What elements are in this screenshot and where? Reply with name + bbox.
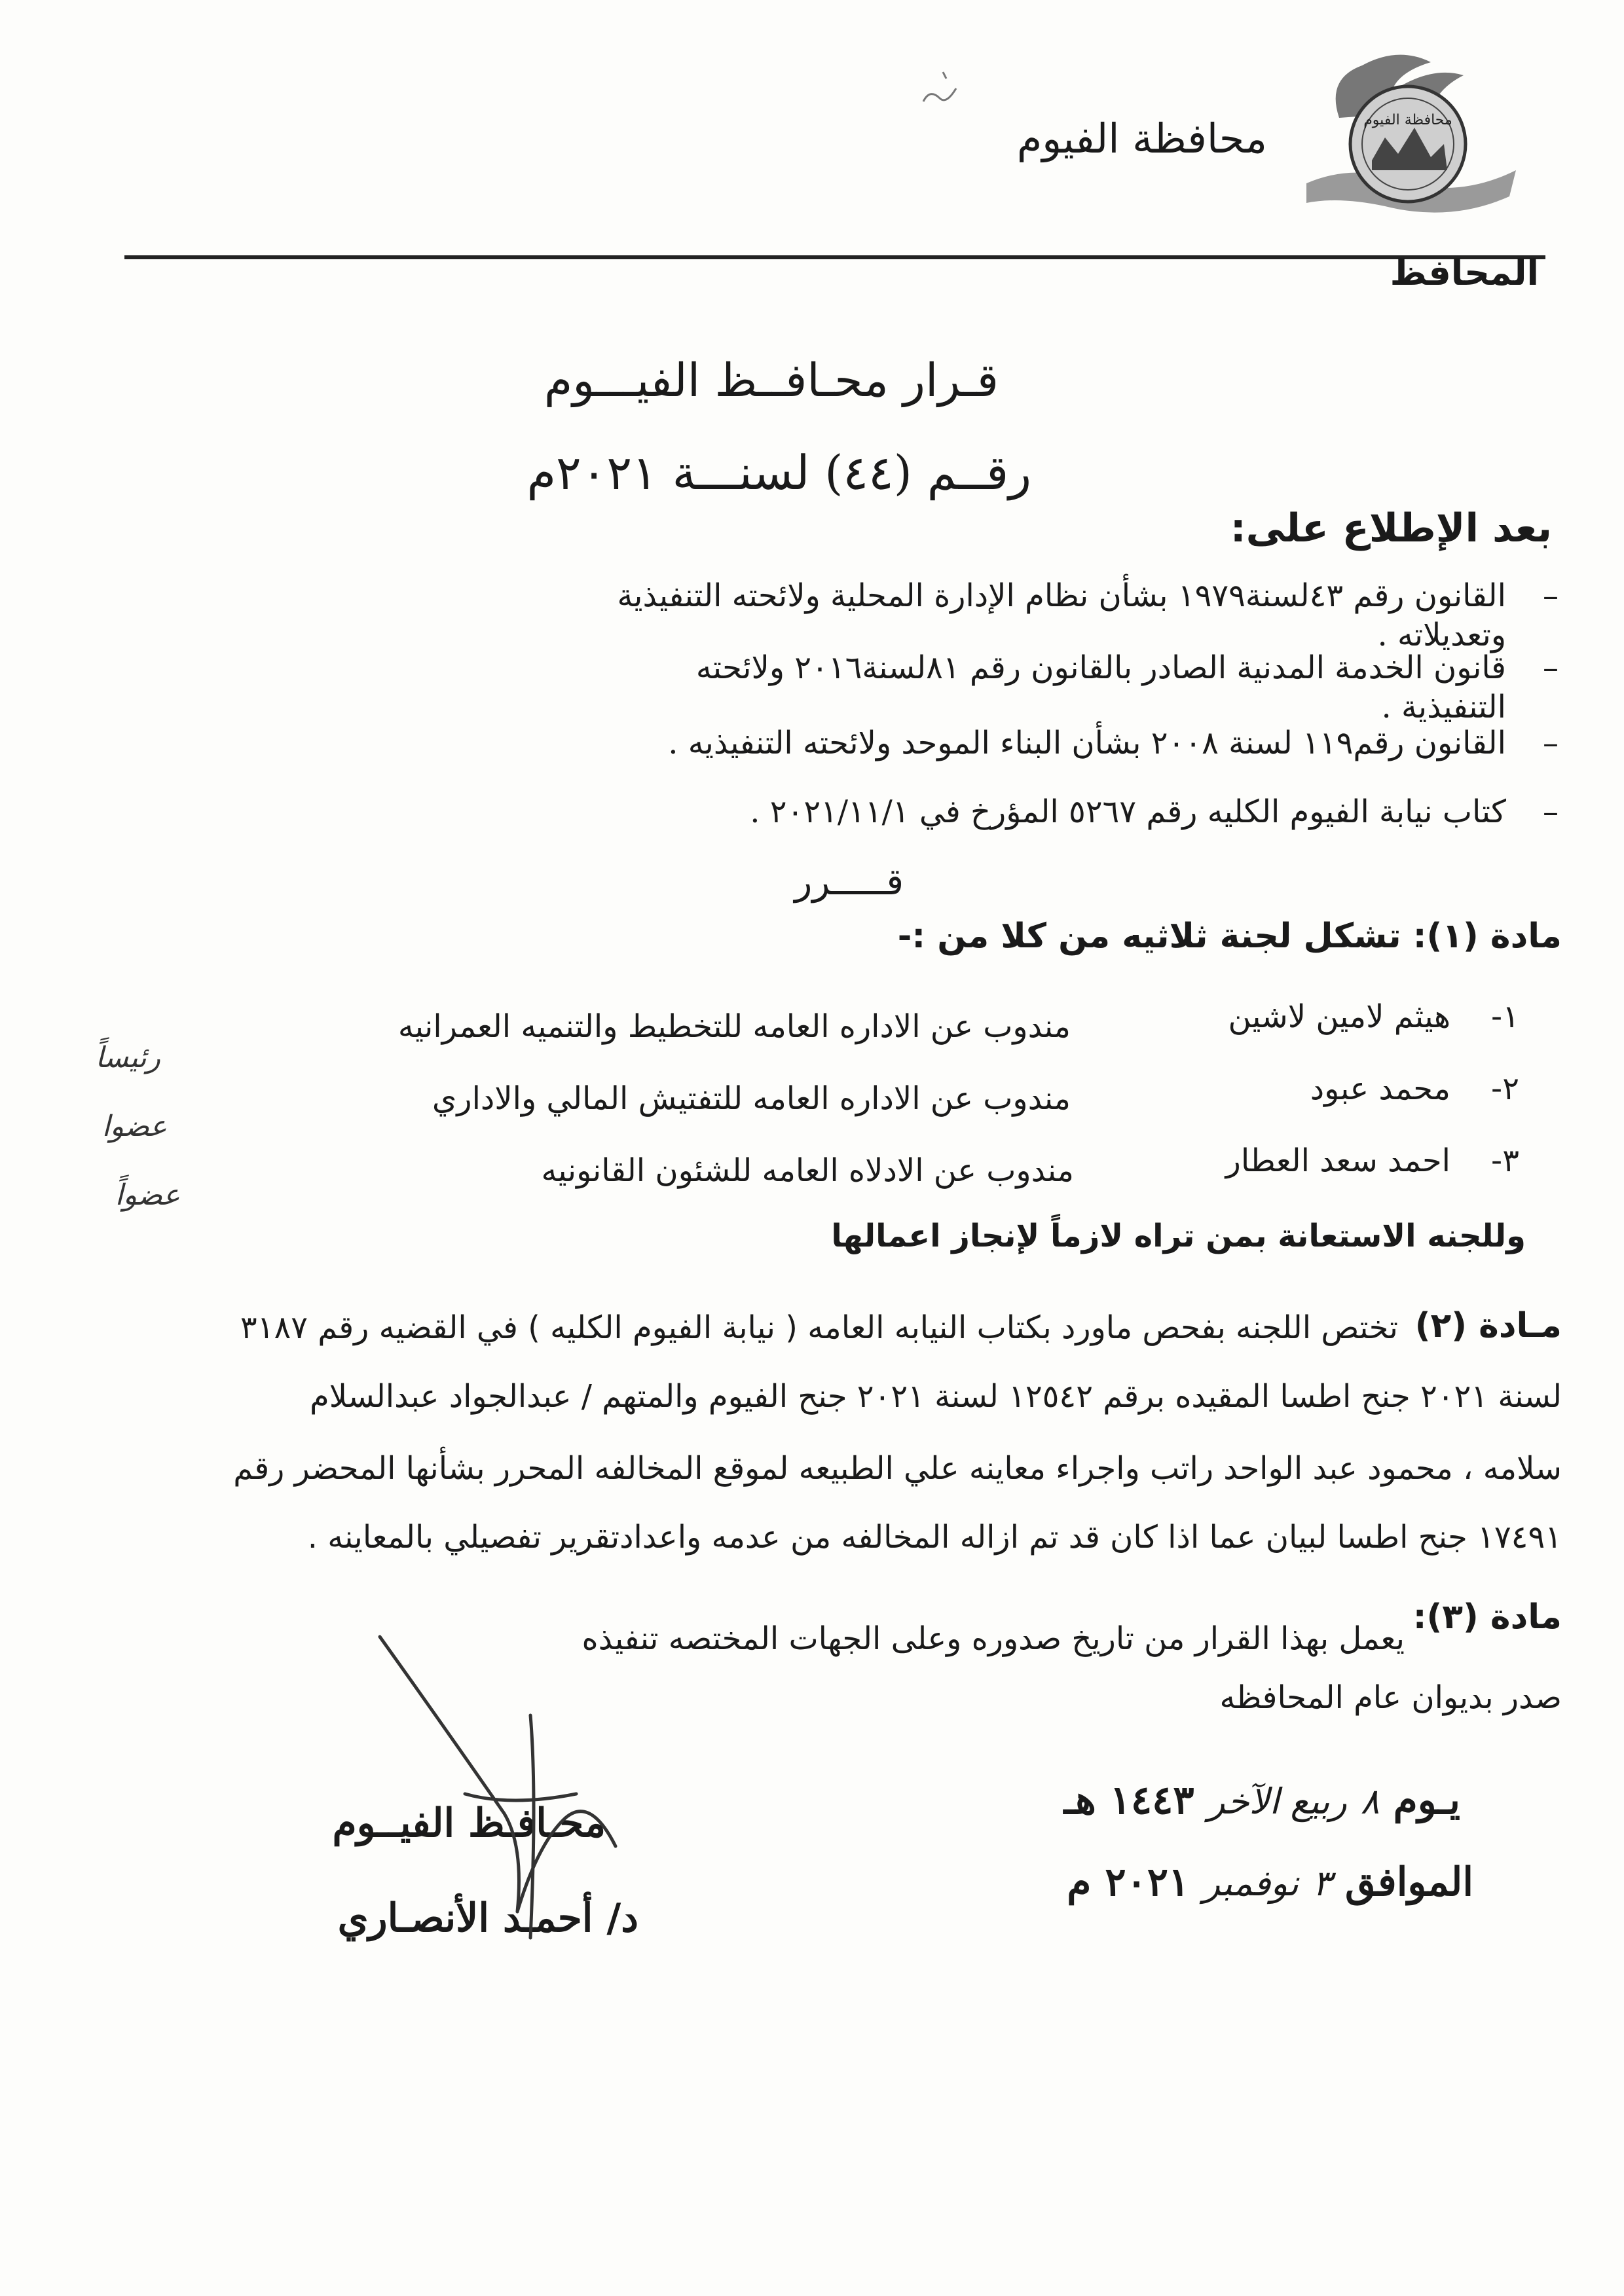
article-2-label: مـادة (٢) xyxy=(1414,1306,1562,1345)
member-index: ٢- xyxy=(1490,1070,1519,1107)
article-1 xyxy=(898,917,1562,956)
member-name: هيثم لامين لاشين xyxy=(1228,998,1450,1035)
member-name: محمد عبود xyxy=(1310,1070,1450,1107)
signatory-name: د/ أحمـد الأنصـاري xyxy=(337,1895,638,1941)
decision-title: قـرار محـافــظ الفيـــوم xyxy=(544,354,999,407)
hijri-day: ٨ xyxy=(1360,1781,1380,1822)
member-role: مندوب عن الاداره العامه للتفتيش المالي والاداري xyxy=(432,1080,1071,1117)
member-status: عضوا xyxy=(101,1110,167,1143)
decision-number: رقــم (٤٤) لسنـــة ٢٠٢١م xyxy=(526,445,1031,500)
hijri-month: ربيع الآخر xyxy=(1208,1781,1347,1822)
article-1-label: مادة (١): xyxy=(1412,917,1562,956)
header-divider xyxy=(124,255,1545,259)
member-role: مندوب عن الادلاه العامه للشئون القانونيه xyxy=(541,1152,1074,1189)
article-2-line: لسنة ٢٠٢١ جنح اطسا المقيده برقم ١٢٥٤٢ لسنة ٢٠٢١ جنح الفيوم والمتهم / عبدالجواد عبدالسلام xyxy=(309,1378,1562,1415)
governorate-emblem xyxy=(1300,39,1522,223)
hijri-year: ١٤٤٣ هـ xyxy=(1063,1777,1194,1823)
member-status: رئيساً xyxy=(95,1041,160,1074)
greg-day: ٣ xyxy=(1312,1863,1332,1904)
reference-item: – القانون رقم١١٩ لسنة ٢٠٠٨ بشأن البناء الموحد ولائحته التنفيذيه . xyxy=(668,725,1559,761)
article-2-line: سلامه ، محمود عبد الواحد راتب واجراء معاينه علي الطبيعه لموقع المخالفه المحرر بشأنها المحضر رقم xyxy=(233,1450,1562,1487)
stray-mark xyxy=(910,62,969,121)
member-status: عضواً xyxy=(115,1178,180,1212)
review-heading: بعد الإطلاع على: xyxy=(1230,505,1552,551)
reference-item: – كتاب نيابة الفيوم الكليه رقم ٥٢٦٧ المؤرخ في ٢٠٢١/١١/١ . xyxy=(750,793,1559,830)
greg-year: ٢٠٢١ م xyxy=(1067,1859,1190,1905)
issued-at: صدر بديوان عام المحافظه xyxy=(1219,1679,1562,1716)
signatory-title: محـافـظ الفيــوم xyxy=(332,1800,606,1846)
member-index: ١- xyxy=(1490,998,1519,1035)
member-index: ٣- xyxy=(1490,1142,1519,1179)
office-name: المحافظ xyxy=(1390,252,1539,293)
handwritten-signature xyxy=(367,1597,642,1964)
member-role: مندوب عن الاداره العامه للتخطيط والتنميه العمرانيه xyxy=(397,1008,1071,1045)
gregorian-date: الموافق ٣ نوفمبر ٢٠٢١ م xyxy=(1067,1859,1473,1905)
article-3-label: مادة (٣): xyxy=(1412,1597,1562,1637)
decided-label: قـــــرر xyxy=(794,861,904,903)
committee-note: وللجنه الاستعانة بمن تراه لازماً لإنجاز اعمالها xyxy=(831,1218,1526,1254)
article-3-text: يعمل بهذا القرار من تاريخ صدوره وعلى الجهات المختصه تنفيذه xyxy=(581,1620,1405,1657)
article-2-line: ١٧٤٩١ جنح اطسا لبيان عما اذا كان قد تم ازاله المخالفه من عدمه واعدادتقرير تفصيلي بالمعاينه . xyxy=(307,1519,1562,1556)
reference-item: – قانون الخدمة المدنية الصادر بالقانون رقم ٨١لسنة٢٠١٦ ولائحته التنفيذية . xyxy=(695,649,1559,725)
emblem-text: محافظة الفيوم xyxy=(1363,112,1452,128)
governorate-name: محافظة الفيوم xyxy=(1016,115,1267,162)
article-2-line: تختص اللجنه بفحص ماورد بكتاب النيابه العامه ( نيابة الفيوم الكليه ) في القضيه رقم ٣١٨٧ xyxy=(240,1309,1398,1346)
hijri-date: يـوم ٨ ربيع الآخر ١٤٤٣ هـ xyxy=(1063,1777,1460,1823)
greg-month: نوفمبر xyxy=(1203,1863,1299,1904)
member-name: احمد سعد العطار xyxy=(1225,1142,1450,1179)
article-1-text: تشكل لجنة ثلاثيه من كلا من :- xyxy=(897,917,1401,956)
reference-item: – القانون رقم ٤٣لسنة١٩٧٩ بشأن نظام الإدارة المحلية ولائحته التنفيذية وتعديلاته . xyxy=(617,577,1559,653)
